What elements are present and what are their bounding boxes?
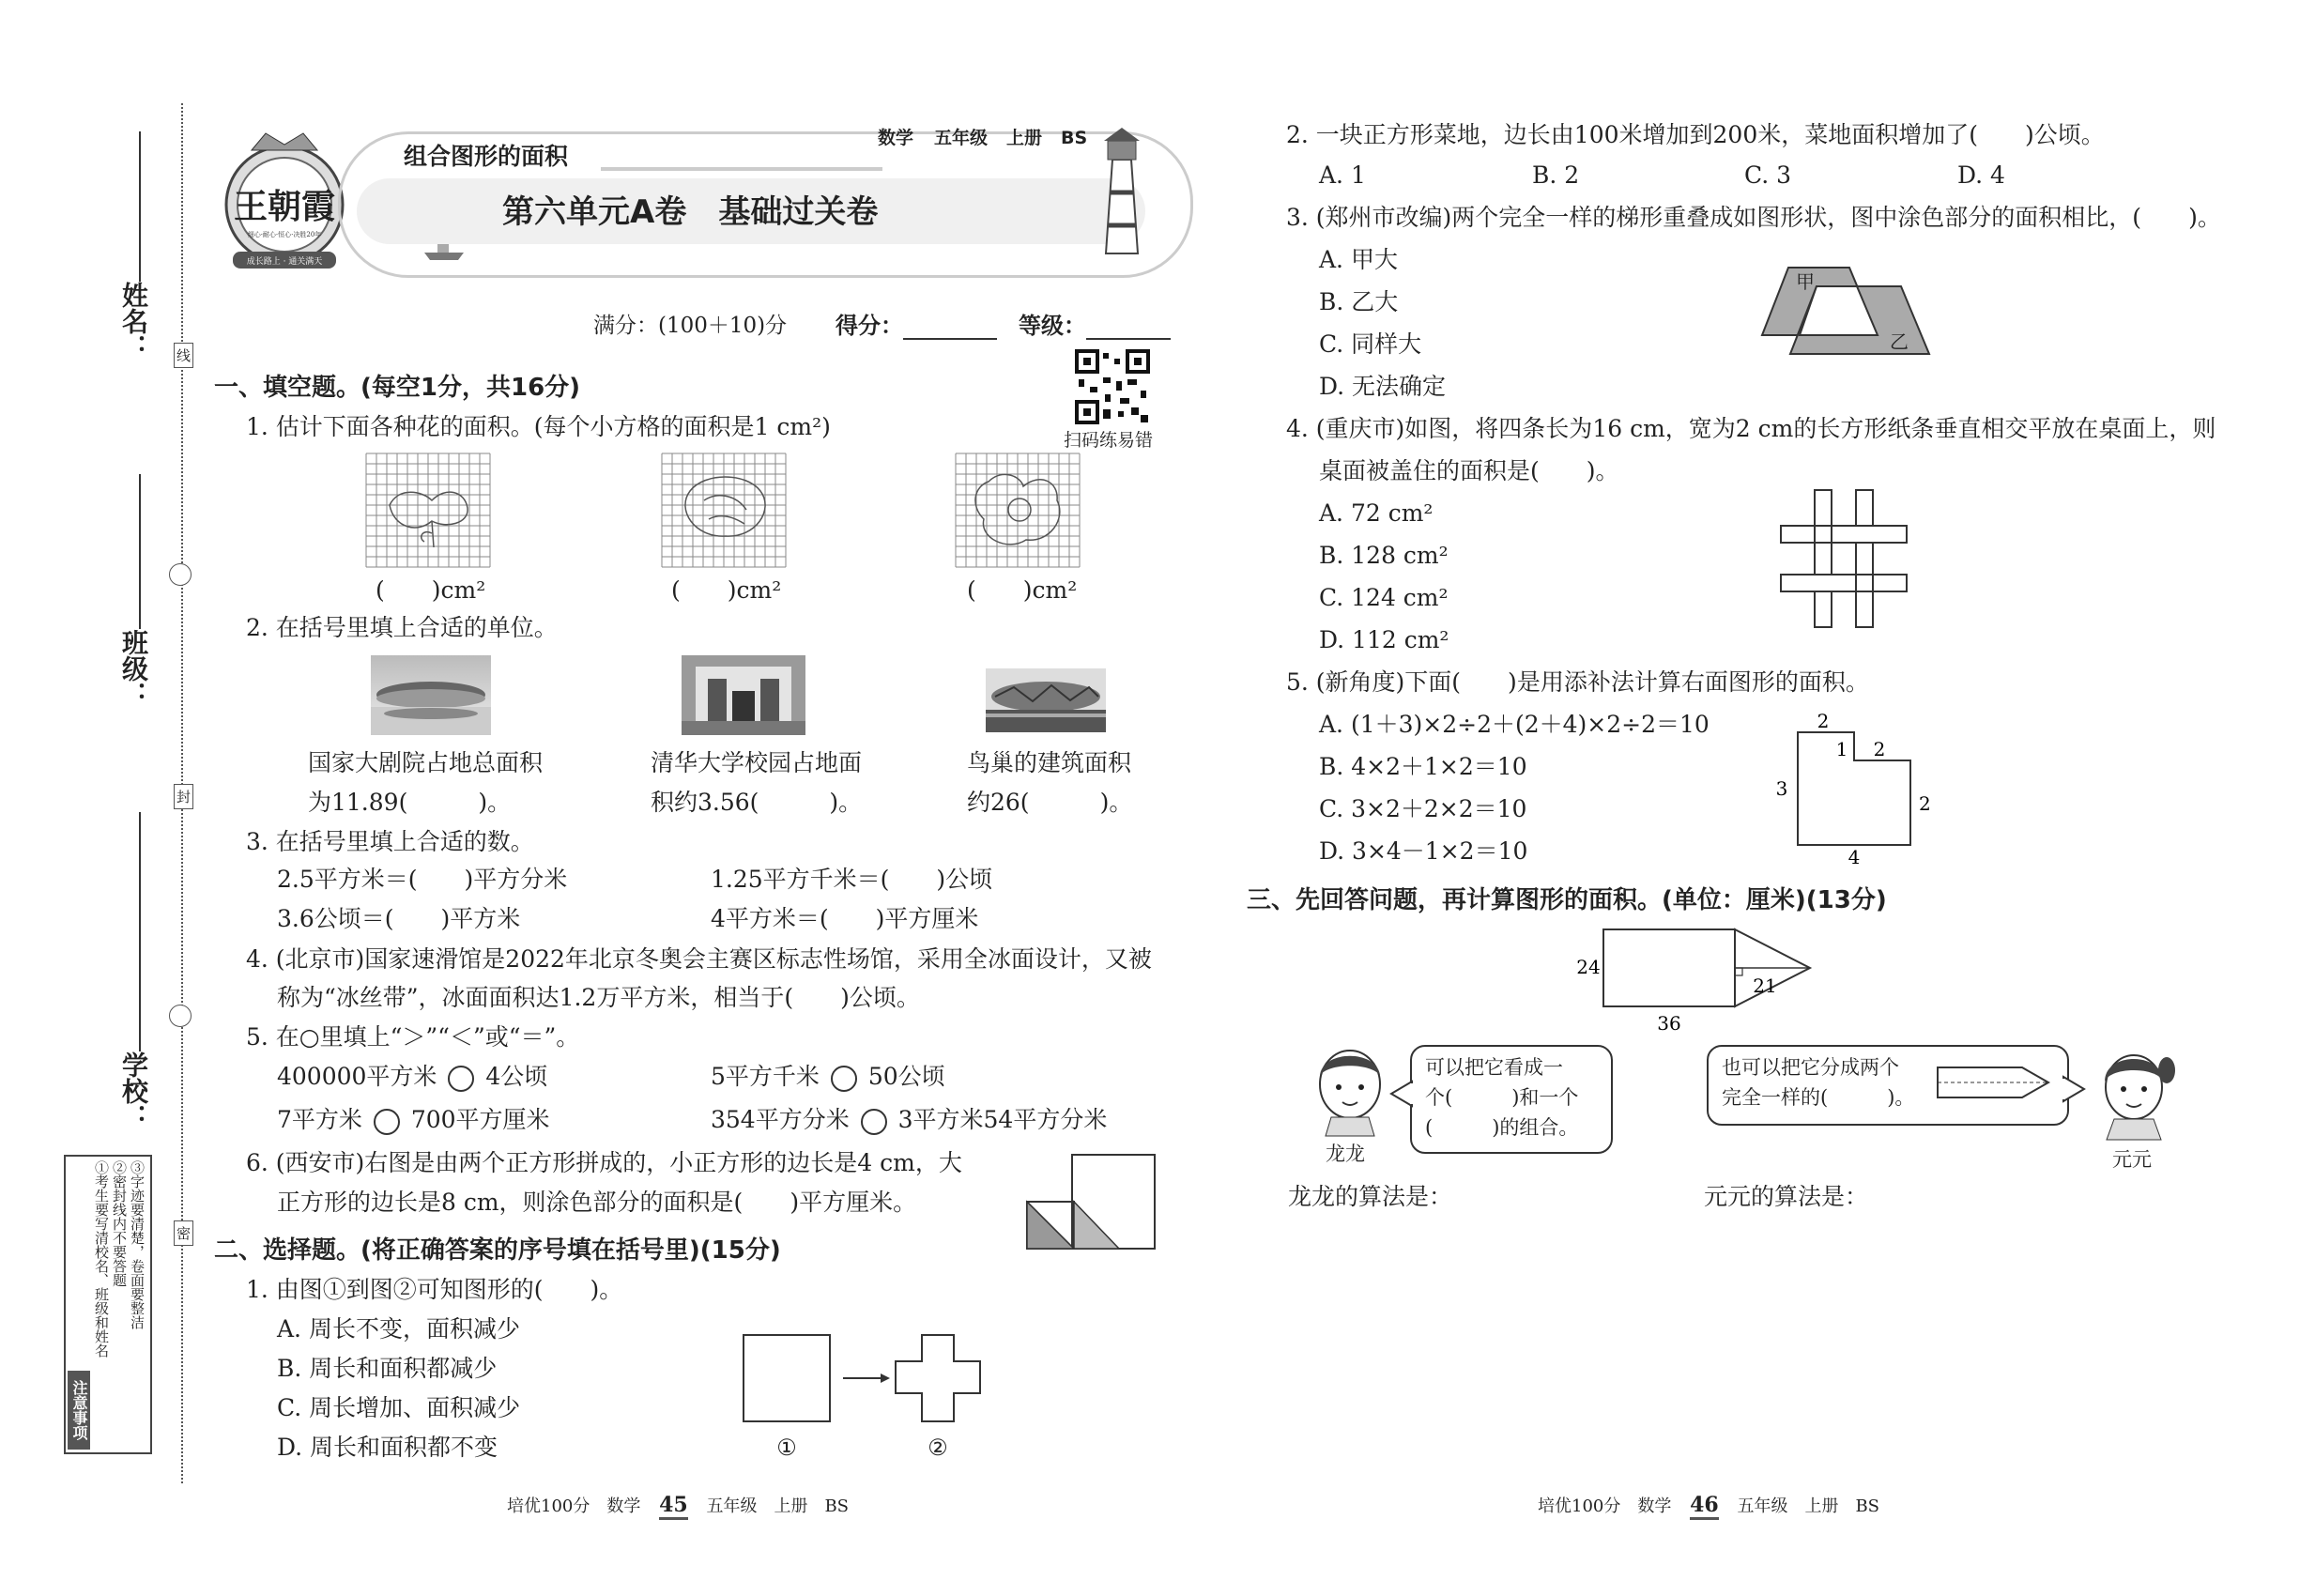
q5-left-value: 354平方分米 xyxy=(711,1106,850,1133)
s1-option-a[interactable]: A. 周长不变，面积减少 xyxy=(277,1315,520,1343)
q5-left-value: 5平方千米 xyxy=(711,1063,820,1090)
qr-caption: 扫码练易错 xyxy=(1064,430,1154,451)
s2-option-c[interactable]: C. 3 xyxy=(1744,161,1792,189)
cut-char: 封 xyxy=(174,784,193,809)
label-jia: 甲 xyxy=(1796,270,1815,293)
s5-option-a[interactable]: A. (1＋3)×2÷2＋(2＋4)×2÷2＝10 xyxy=(1319,711,1710,738)
footer-book: 培优100分 数学 xyxy=(507,1496,641,1516)
label-yi: 乙 xyxy=(1890,330,1909,353)
q2-item2-line2[interactable]: 积约3.56( )。 xyxy=(651,789,863,816)
s1-option-c[interactable]: C. 周长增加、面积减少 xyxy=(277,1394,521,1421)
notice-item: ③字迹要清楚，卷面要整洁 xyxy=(129,1160,146,1329)
footer-grade: 五年级 上册 BS xyxy=(706,1496,850,1516)
algorithm-yuanyuan[interactable]: 元元的算法是： xyxy=(1704,1183,1869,1210)
name-field-line xyxy=(139,131,141,282)
dim-label: 2 xyxy=(1817,710,1830,732)
bubble-left-line[interactable]: 个( )和一个 xyxy=(1425,1086,1579,1109)
photo-tsinghua-gate xyxy=(682,655,805,735)
compare-circle[interactable] xyxy=(448,1066,474,1092)
notice-box xyxy=(64,1155,152,1454)
bubble-right-line[interactable]: 完全一样的( )。 xyxy=(1722,1086,1915,1109)
dim-label: 1 xyxy=(1835,738,1848,760)
figure-label-1: ① xyxy=(776,1435,797,1461)
algorithm-longlong[interactable]: 龙龙的算法是： xyxy=(1288,1183,1453,1210)
s4-option-b[interactable]: B. 128 cm² xyxy=(1319,542,1449,569)
q5-item1[interactable] xyxy=(277,1061,547,1093)
q1-blank-3[interactable]: ( )cm² xyxy=(967,576,1078,604)
s1-text[interactable]: 1. 由图①到图②可知图形的( )。 xyxy=(246,1276,623,1303)
topic-rule xyxy=(601,167,882,171)
bubble-right-line: 也可以把它分成两个 xyxy=(1722,1056,1899,1079)
q1-blank-2[interactable]: ( )cm² xyxy=(671,576,782,604)
overlapping-trapezoids-figure xyxy=(1760,258,1934,361)
speech-bubble-right xyxy=(1707,1045,2069,1126)
grade-field[interactable] xyxy=(1086,338,1171,340)
s3-option-d[interactable]: D. 无法确定 xyxy=(1319,373,1447,400)
topic-label: 组合图形的面积 xyxy=(404,143,569,170)
s4-option-c[interactable]: C. 124 cm² xyxy=(1319,584,1449,611)
bubble-left-line[interactable]: ( )的组合。 xyxy=(1425,1116,1579,1139)
q2-item1-line2[interactable]: 为11.89( )。 xyxy=(308,789,512,816)
q2-item3-line2[interactable]: 约26( )。 xyxy=(967,789,1133,816)
q1-text: 1. 估计下面各种花的面积。(每个小方格的面积是1 cm²) xyxy=(246,413,831,440)
dim-label: 4 xyxy=(1848,846,1861,868)
dim-label: 36 xyxy=(1657,1012,1681,1035)
speech-bubble-left xyxy=(1410,1045,1613,1154)
meta-subject: 数学 xyxy=(878,128,914,148)
bubble-tail-left xyxy=(1389,1080,1414,1108)
binding-circle xyxy=(169,1005,192,1027)
q5-text: 5. 在○里填上“＞”“＜”或“＝”。 xyxy=(246,1023,580,1051)
section-1-title: 一、填空题。(每空1分，共16分) xyxy=(214,374,581,402)
q2-text: 2. 在括号里填上合适的单位。 xyxy=(246,614,558,641)
dim-label: 3 xyxy=(1775,777,1788,800)
binding-circle xyxy=(169,563,192,586)
flower-grid-3 xyxy=(956,453,1087,571)
lighthouse-icon xyxy=(1080,122,1164,263)
cut-char: 密 xyxy=(174,1220,193,1246)
q2-item1-line1: 国家大剧院占地总面积 xyxy=(308,749,544,776)
q3-item[interactable]: 2.5平方米＝( )平方分米 xyxy=(277,866,568,893)
score-label: 得分： xyxy=(836,313,903,339)
q1-blank-1[interactable]: ( )cm² xyxy=(376,576,486,604)
s3-option-a[interactable]: A. 甲大 xyxy=(1319,246,1398,273)
q5-right-value: 4公顷 xyxy=(485,1063,548,1090)
s2-option-d[interactable]: D. 4 xyxy=(1957,161,2005,189)
footer-book: 培优100分 数学 xyxy=(1538,1496,1672,1516)
rect-triangle-figure xyxy=(1566,925,1819,1037)
dim-label: 21 xyxy=(1753,974,1777,997)
name-label: 姓名： xyxy=(118,282,149,361)
photo-birds-nest xyxy=(986,668,1106,732)
flower-grid-1 xyxy=(366,453,498,571)
q5-right-value: 3平方米54平方分米 xyxy=(897,1106,1108,1133)
footer-grade: 五年级 上册 BS xyxy=(1737,1496,1880,1516)
s4-text-line2[interactable]: 桌面被盖住的面积是( )。 xyxy=(1319,457,1619,484)
s2-option-a[interactable]: A. 1 xyxy=(1319,161,1366,189)
qr-code[interactable] xyxy=(1075,349,1150,424)
meta-edition: BS xyxy=(1061,128,1088,148)
square-to-cross-figure xyxy=(742,1333,995,1465)
meta-volume: 上册 xyxy=(1006,128,1043,148)
dim-label: 2 xyxy=(1919,792,1931,815)
s2-option-b[interactable]: B. 2 xyxy=(1532,161,1580,189)
s3-option-c[interactable]: C. 同样大 xyxy=(1319,330,1422,358)
s2-text[interactable]: 2. 一块正方形菜地，边长由100米增加到200米，菜地面积增加了( )公顷。 xyxy=(1286,121,2105,148)
boat-icon xyxy=(421,239,468,263)
q4-text-line2[interactable]: 称为“冰丝带”，冰面面积达1.2万平方米，相当于( )公顷。 xyxy=(277,984,920,1011)
section-2-title: 二、选择题。(将正确答案的序号填在括号里)(15分) xyxy=(214,1236,781,1265)
footer-left xyxy=(507,1493,849,1517)
figure-label-2: ② xyxy=(928,1435,948,1461)
q3-item[interactable]: 3.6公顷＝( )平方米 xyxy=(277,905,521,932)
q2-item3-line1: 鸟巢的建筑面积 xyxy=(967,749,1132,776)
s3-text[interactable]: 3. (郑州市改编)两个完全一样的梯形重叠成如图形状，图中涂色部分的面积相比，( )。 xyxy=(1286,204,2221,231)
bubble-left-line: 可以把它看成一 xyxy=(1425,1056,1563,1079)
s4-text-line1: 4. (重庆市)如图，将四条长为16 cm，宽为2 cm的长方形纸条垂直相交平放在桌面上，则 xyxy=(1286,415,2216,442)
brand-name: 王朝霞 xyxy=(233,187,336,226)
q5-item4[interactable] xyxy=(711,1104,1107,1136)
notice-title: 注意事项 xyxy=(68,1371,90,1450)
q5-item2[interactable] xyxy=(711,1061,945,1093)
brand-slogan: 细心·耐心·恒心·决胜20年 xyxy=(247,231,322,238)
pentagon-split-icon xyxy=(1936,1060,2052,1105)
name-yuanyuan: 元元 xyxy=(2112,1148,2152,1171)
q3-item[interactable]: 1.25平方千米＝( )公顷 xyxy=(711,866,993,893)
l-shape-figure xyxy=(1765,709,1931,868)
page-title: 第六单元A卷 基础过关卷 xyxy=(502,193,879,231)
dim-label: 2 xyxy=(1873,738,1886,760)
q5-left-value: 400000平方米 xyxy=(277,1063,437,1090)
s5-option-b[interactable]: B. 4×2＋1×2＝10 xyxy=(1319,753,1527,780)
q2-item2-line1: 清华大学校园占地面 xyxy=(651,749,863,776)
compare-circle[interactable] xyxy=(861,1109,887,1135)
notice-item: ①考生要写清校名、班级和姓名 xyxy=(93,1160,110,1358)
page-number: 45 xyxy=(659,1493,688,1520)
dim-label: 24 xyxy=(1576,956,1601,978)
q3-item[interactable]: 4平方米＝( )平方厘米 xyxy=(711,905,979,932)
score-field[interactable] xyxy=(903,338,997,340)
compare-circle[interactable] xyxy=(374,1109,400,1135)
compare-circle[interactable] xyxy=(831,1066,857,1092)
q4-text-line1: 4. (北京市)国家速滑馆是2022年北京冬奥会主赛区标志性场馆，采用全冰面设计，又被 xyxy=(246,945,1152,973)
q5-right-value: 700平方厘米 xyxy=(410,1106,550,1133)
q5-right-value: 50公顷 xyxy=(867,1063,945,1090)
footer-right xyxy=(1538,1493,1879,1517)
section-3-title: 三、先回答问题，再计算图形的面积。(单位：厘米)(13分) xyxy=(1247,886,1887,914)
notice-item: ②密封线内不要答题 xyxy=(111,1160,128,1287)
q6-text-line2[interactable]: 正方形的边长是8 cm，则涂色部分的面积是( )平方厘米。 xyxy=(277,1189,917,1216)
s5-option-d[interactable]: D. 3×4－1×2＝10 xyxy=(1319,837,1528,865)
brand-slogan: 成长路上 · 通关满天 xyxy=(246,257,323,267)
name-longlong: 龙龙 xyxy=(1326,1143,1365,1165)
q3-text: 3. 在括号里填上合适的数。 xyxy=(246,828,534,855)
q5-left-value: 7平方米 xyxy=(277,1106,362,1133)
s1-option-d[interactable]: D. 周长和面积都不变 xyxy=(277,1434,498,1461)
q6-text-line1: 6. (西安市)右图是由两个正方形拼成的，小正方形的边长是4 cm，大 xyxy=(246,1149,962,1176)
class-label: 班级： xyxy=(118,629,149,708)
flower-grid-2 xyxy=(662,453,793,571)
s4-option-d[interactable]: D. 112 cm² xyxy=(1319,626,1449,653)
s5-option-c[interactable]: C. 3×2＋2×2＝10 xyxy=(1319,795,1527,822)
school-label: 学校： xyxy=(118,1051,149,1130)
crossed-strips-figure xyxy=(1779,488,1910,629)
meta-grade: 五年级 xyxy=(934,128,989,148)
s4-option-a[interactable]: A. 72 cm² xyxy=(1319,499,1434,527)
page-number: 46 xyxy=(1690,1493,1719,1520)
s1-option-b[interactable]: B. 周长和面积都减少 xyxy=(277,1355,498,1382)
school-field-line xyxy=(139,812,141,1051)
brand-logo xyxy=(214,122,355,272)
q5-item3[interactable] xyxy=(277,1104,550,1136)
s3-option-b[interactable]: B. 乙大 xyxy=(1319,288,1399,315)
class-field-line xyxy=(139,474,141,629)
full-score: 满分：(100＋10)分 xyxy=(593,314,788,338)
photo-national-theater xyxy=(371,655,491,735)
two-squares-figure xyxy=(1025,1150,1157,1253)
cut-char: 线 xyxy=(174,343,193,368)
s5-text[interactable]: 5. (新角度)下面( )是用添补法计算右面图形的面积。 xyxy=(1286,668,1869,696)
grade-label: 等级： xyxy=(1019,313,1086,339)
